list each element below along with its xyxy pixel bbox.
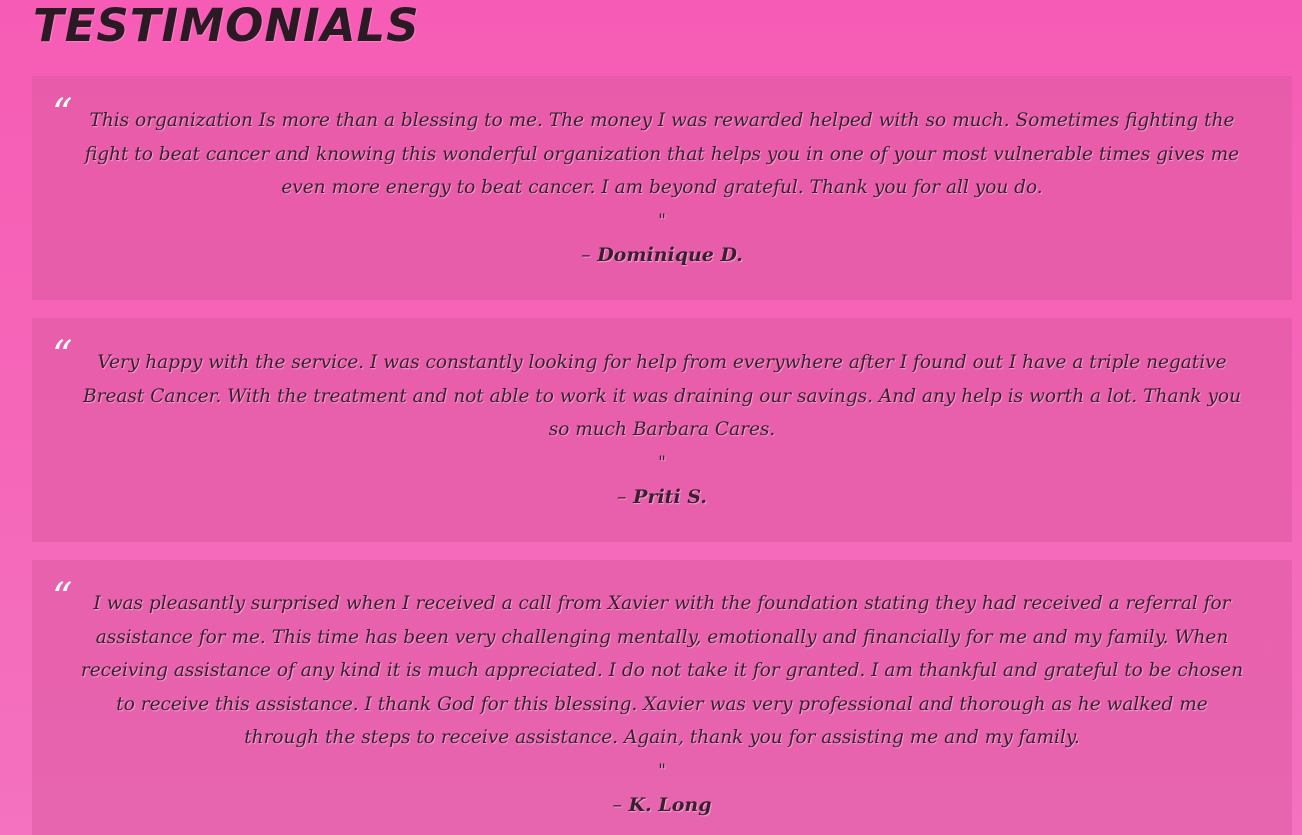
author-dash: – — [581, 244, 591, 266]
testimonial-author-line — [32, 792, 1292, 818]
testimonial-text: This organization Is more than a blessing to me. The money I was rewarded helped with so much. Sometimes fighting the fight to beat cancer and knowing this wonderful organization that helps you in one of your most vulnerable times gives me even more energy to beat cancer. I am beyond grateful. Thank you for all you do. — [84, 110, 1240, 198]
testimonial-card — [32, 560, 1292, 835]
author-dash: – — [617, 486, 627, 508]
testimonial-author: Dominique D. — [597, 244, 743, 266]
closing-quote: " — [658, 211, 666, 231]
testimonial-author-line — [32, 242, 1292, 268]
page-title: TESTIMONIALS — [33, 0, 420, 52]
author-dash: – — [612, 794, 622, 816]
testimonial-text: I was pleasantly surprised when I received a call from Xavier with the foundation stating they had received a referral for assistance for me. This time has been very challenging mentally, emotionally and financially for me and my family. When receiving assistance of any kind it is much appreciated. I do not take it for granted. I am thankful and grateful to be chosen to receive this assistance. I thank God for this blessing. Xavier was very professional and thorough as he walked me through the steps to receive assistance. Again, thank you for assisting me and my family. — [80, 593, 1244, 748]
testimonial-card — [32, 318, 1292, 542]
quote-icon: “ — [52, 91, 73, 137]
closing-quote: " — [658, 453, 666, 473]
testimonial-author-line — [32, 484, 1292, 510]
testimonial-text: Very happy with the service. I was constantly looking for help from everywhere after I found out I have a triple negative Breast Cancer. With the treatment and not able to work it was draining our savings. And any help is worth a lot. Thank you so much Barbara Cares. — [83, 352, 1241, 440]
testimonial-author: Priti S. — [633, 486, 707, 508]
testimonial-author: K. Long — [628, 794, 712, 816]
testimonial-card — [32, 76, 1292, 300]
quote-icon: “ — [52, 575, 73, 621]
closing-quote: " — [658, 761, 666, 781]
quote-icon: “ — [52, 333, 73, 379]
